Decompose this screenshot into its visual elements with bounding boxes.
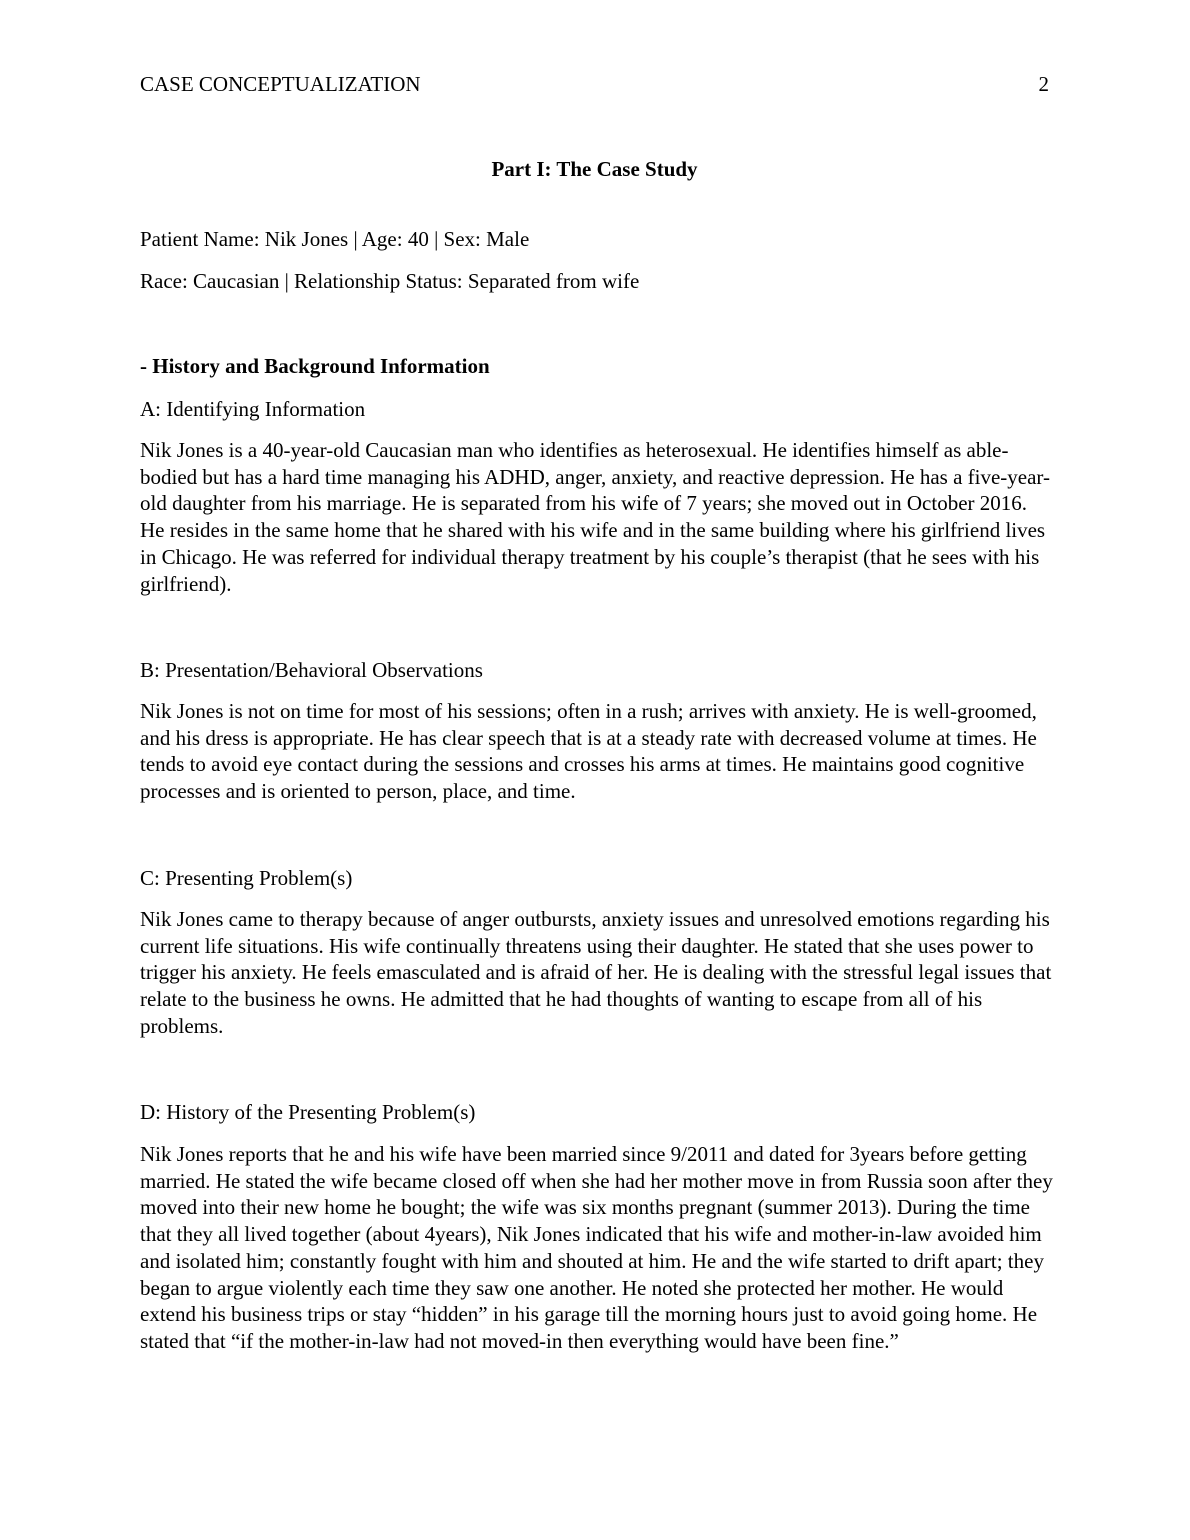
paragraph-presenting-problems: Nik Jones came to therapy because of anger outbursts, anxiety issues and unresolved emotions regarding his current life situations. His wife continually threatens using their daughter. He stated that she uses power to trigger his anxiety. He feels emasculated and is afraid of her. He is dealing with the stressful legal issues that relate to the business he owns. He admitted that he had thoughts of wanting to escape from all of his problems.	[140, 907, 1052, 1038]
running-head-title: CASE CONCEPTUALIZATION	[140, 72, 421, 96]
section-heading: - History and Background Information	[140, 354, 490, 378]
patient-info-line-1: Patient Name: Nik Jones | Age: 40 | Sex: Male	[140, 227, 530, 251]
subsection-heading-b: B: Presentation/Behavioral Observations	[140, 658, 483, 682]
paragraph-behavioral-observations: Nik Jones is not on time for most of his sessions; often in a rush; arrives with anxiety. He is well-groomed, and his dress is appropriate. He has clear speech that is at a steady rate with decreased volume at times. He tends to avoid eye contact during the sessions and crosses his arms at times. He maintains good cognitive processes and is oriented to person, place, and time.	[140, 699, 1037, 804]
patient-info-line-2: Race: Caucasian | Relationship Status: Separated from wife	[140, 269, 640, 293]
paragraph-history-of-presenting-problems: Nik Jones reports that he and his wife have been married since 9/2011 and dated for 3years before getting married. He stated the wife became closed off when she had her mother move in from Russia soon after they moved into their new home he bought; the wife was six months pregnant (summer 2013). During the time that they all lived together (about 4years), Nik Jones indicated that his wife and mother-in-law avoided him and isolated him; constantly fought with him and shouted at him. He and the wife started to drift apart; they began to argue violently each time they saw one another. He noted she protected her mother. He would extend his business trips or stay “hidden” in his garage till the morning hours just to avoid going home. He stated that “if the mother-in-law had not moved-in then everything would have been fine.”	[140, 1142, 1053, 1353]
page-number: 2	[1038, 72, 1049, 96]
paragraph-identifying-information: Nik Jones is a 40-year-old Caucasian man who identifies as heterosexual. He identifies himself as able-bodied but has a hard time managing his ADHD, anger, anxiety, and reactive depression. He has a five-year-old daughter from his marriage. He is separated from his wife of 7 years; she moved out in October 2016. He resides in the same home that he shared with his wife and in the same building where his girlfriend lives in Chicago. He was referred for individual therapy treatment by his couple’s therapist (that he sees with his girlfriend).	[140, 438, 1050, 596]
subsection-heading-d: D: History of the Presenting Problem(s)	[140, 1100, 476, 1124]
part-title: Part I: The Case Study	[491, 157, 698, 181]
subsection-heading-c: C: Presenting Problem(s)	[140, 866, 353, 890]
subsection-heading-a: A: Identifying Information	[140, 397, 366, 421]
running-head	[140, 70, 1049, 98]
